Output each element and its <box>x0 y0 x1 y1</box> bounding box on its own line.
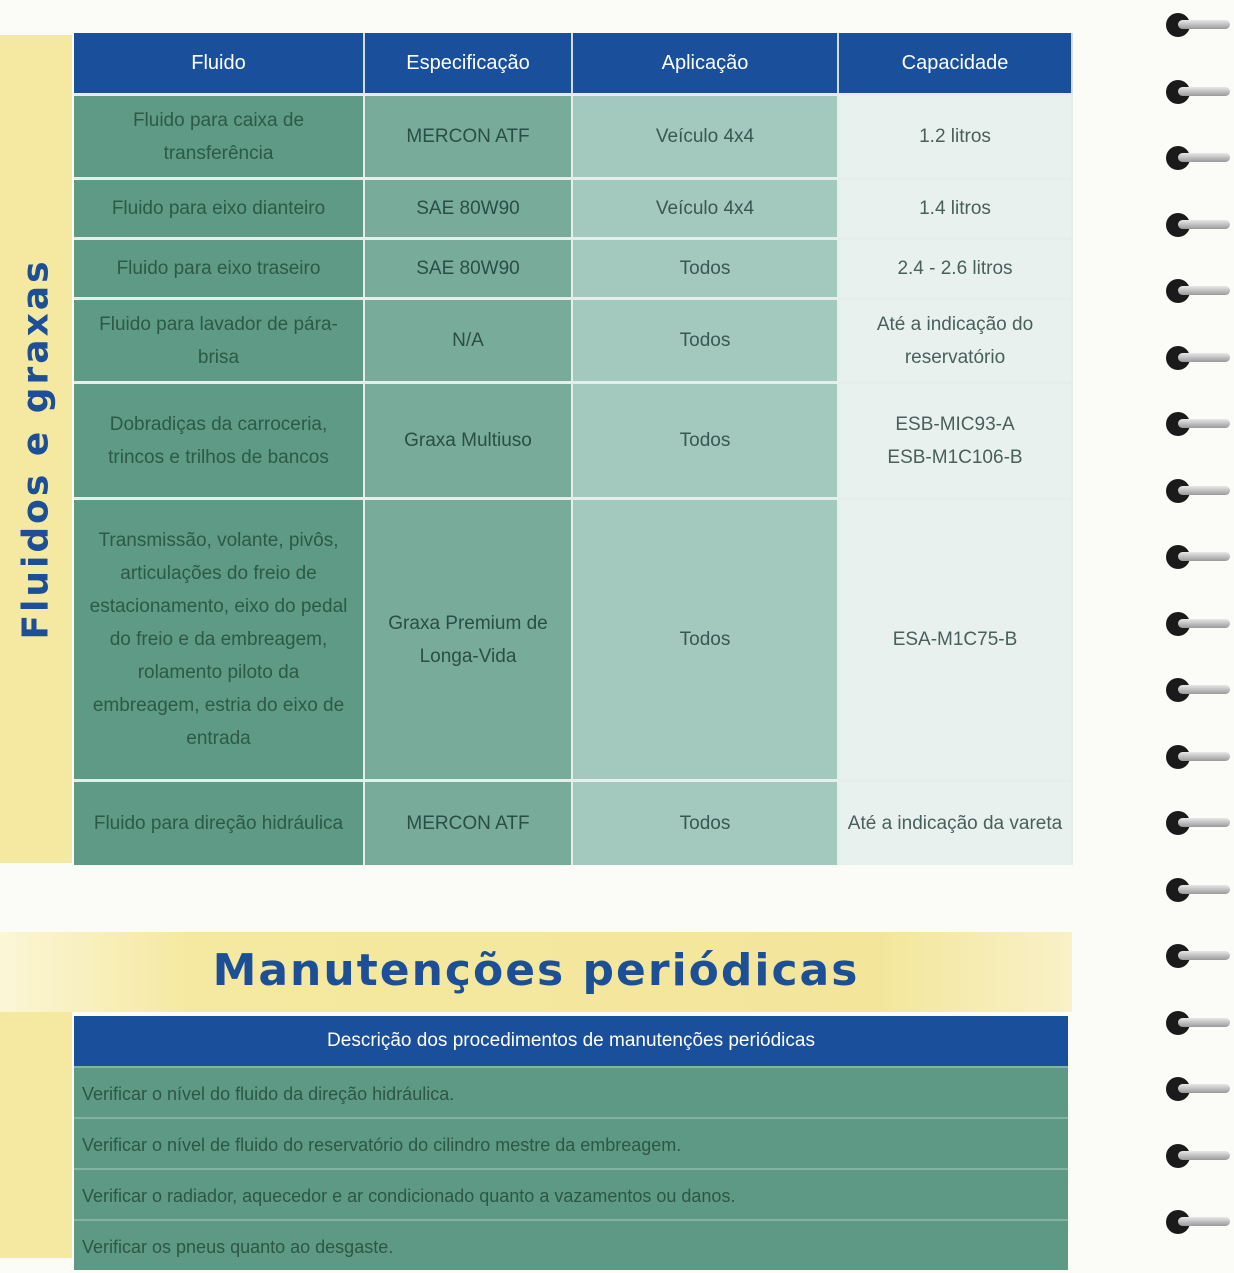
table-cell-spec: MERCON ATF <box>364 95 572 179</box>
table-cell-capacity: 1.4 litros <box>838 179 1072 239</box>
section-title: Manutenções periódicas <box>212 945 860 996</box>
table-cell-application: Todos <box>572 299 838 383</box>
binding-ring <box>1160 10 1234 40</box>
binding-ring <box>1160 1207 1234 1237</box>
table-row <box>74 781 1072 865</box>
table-row <box>74 499 1072 781</box>
spiral-binding <box>1160 0 1234 1258</box>
table-cell-spec: N/A <box>364 299 572 383</box>
table-cell-spec: Graxa Premium de Longa-Vida <box>364 499 572 781</box>
table-cell-fluid: Dobradiças da carroceria, trincos e trilhos de bancos <box>74 383 364 499</box>
table-header-row <box>74 33 1072 95</box>
list-item: Verificar os pneus quanto ao desgaste. <box>74 1219 1068 1270</box>
binding-ring <box>1160 808 1234 838</box>
binding-ring <box>1160 143 1234 173</box>
binding-ring <box>1160 77 1234 107</box>
table-cell-fluid: Fluido para eixo traseiro <box>74 239 364 299</box>
binding-ring <box>1160 742 1234 772</box>
table-cell-spec: SAE 80W90 <box>364 239 572 299</box>
binding-ring <box>1160 1141 1234 1171</box>
binding-ring <box>1160 875 1234 905</box>
maintenance-table-header: Descrição dos procedimentos de manutenções periódicas <box>74 1016 1068 1066</box>
table-cell-application: Todos <box>572 239 838 299</box>
list-item: Verificar o radiador, aquecedor e ar condicionado quanto a vazamentos ou danos. <box>74 1168 1068 1219</box>
table-cell-fluid: Fluido para direção hidráulica <box>74 781 364 865</box>
table-cell-capacity: Até a indicação da vareta <box>838 781 1072 865</box>
table-cell-fluid: Fluido para lavador de pára-brisa <box>74 299 364 383</box>
binding-ring <box>1160 609 1234 639</box>
binding-ring <box>1160 941 1234 971</box>
table-cell-spec: Graxa Multiuso <box>364 383 572 499</box>
binding-ring <box>1160 343 1234 373</box>
binding-ring <box>1160 542 1234 572</box>
binding-ring <box>1160 1008 1234 1038</box>
side-tab-lower <box>0 1012 72 1258</box>
table-cell-application: Todos <box>572 383 838 499</box>
table-cell-capacity: Até a indicação do reservatório <box>838 299 1072 383</box>
binding-ring <box>1160 476 1234 506</box>
binding-ring <box>1160 210 1234 240</box>
table-cell-capacity: ESA-M1C75-B <box>838 499 1072 781</box>
table-cell-capacity: 1.2 litros <box>838 95 1072 179</box>
maintenance-list <box>74 1066 1068 1270</box>
table-row <box>74 179 1072 239</box>
binding-ring <box>1160 276 1234 306</box>
list-item: Verificar o nível de fluido do reservatório do cilindro mestre da embreagem. <box>74 1117 1068 1168</box>
column-header: Fluido <box>74 33 364 95</box>
binding-ring <box>1160 675 1234 705</box>
table-row <box>74 383 1072 499</box>
table-row <box>74 95 1072 179</box>
table-cell-application: Veículo 4x4 <box>572 95 838 179</box>
column-header: Especificação <box>364 33 572 95</box>
table-row <box>74 239 1072 299</box>
binding-ring <box>1160 409 1234 439</box>
table-cell-capacity: ESB-MIC93-A ESB-M1C106-B <box>838 383 1072 499</box>
column-header: Capacidade <box>838 33 1072 95</box>
fluids-table <box>74 33 1073 865</box>
table-cell-application: Todos <box>572 499 838 781</box>
table-cell-application: Todos <box>572 781 838 865</box>
table-row <box>74 299 1072 383</box>
table-cell-spec: MERCON ATF <box>364 781 572 865</box>
column-header: Aplicação <box>572 33 838 95</box>
table-cell-fluid: Transmissão, volante, pivôs, articulações do freio de estacionamento, eixo do pedal do freio e da embreagem, rolamento piloto da embreagem, estria do eixo de entrada <box>74 499 364 781</box>
list-item: Verificar o nível do fluido da direção hidráulica. <box>74 1066 1068 1117</box>
section-side-label: Fluidos e graxas <box>15 258 57 640</box>
table-cell-spec: SAE 80W90 <box>364 179 572 239</box>
table-cell-application: Veículo 4x4 <box>572 179 838 239</box>
table-cell-fluid: Fluido para caixa de transferência <box>74 95 364 179</box>
table-cell-fluid: Fluido para eixo dianteiro <box>74 179 364 239</box>
binding-ring <box>1160 1074 1234 1104</box>
table-cell-capacity: 2.4 - 2.6 litros <box>838 239 1072 299</box>
